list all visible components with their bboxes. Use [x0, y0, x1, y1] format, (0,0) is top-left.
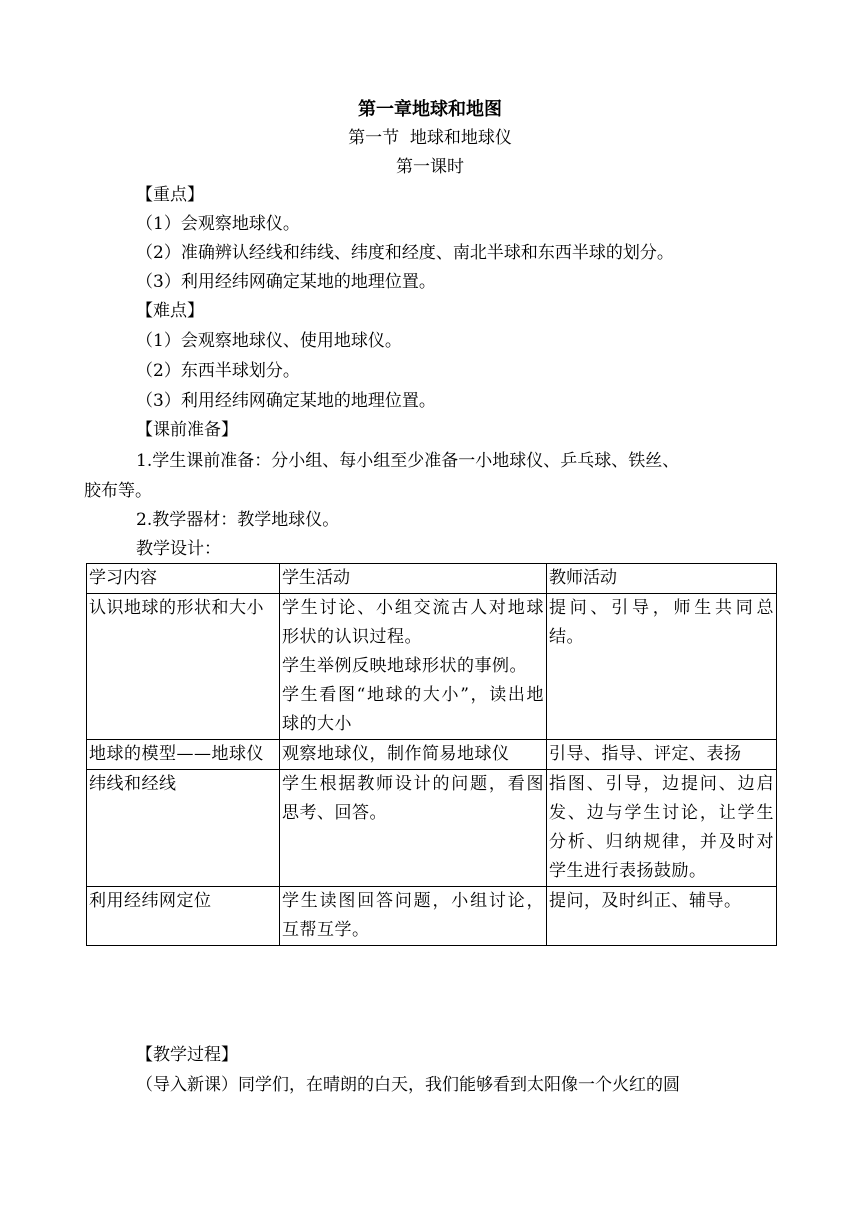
table-header-cell: 教师活动 [547, 564, 777, 594]
teacher-activity-cell: 引导、指导、评定、表扬 [547, 740, 777, 770]
table-row [87, 740, 777, 770]
difficulties-heading: 【难点】 [136, 301, 204, 321]
key-point-item: （2）准确辨认经线和纬线、纬度和经度、南北半球和东西半球的划分。 [136, 243, 674, 263]
table-row [87, 594, 777, 740]
preparation-heading: 【课前准备】 [136, 420, 238, 440]
student-activity-cell [280, 740, 547, 770]
table-header-cell: 学生活动 [280, 564, 547, 594]
chapter-title: 第一章地球和地图 [358, 99, 502, 120]
lesson-design-table [86, 563, 777, 946]
teacher-activity-cell: 指图、引导，边提问、边启发、边与学生讨论，让学生分析、归纳规律，并及时对学生进行表扬鼓励。 [547, 770, 777, 887]
preparation-item-2: 2.教学器材：教学地球仪。 [136, 510, 340, 530]
process-heading: 【教学过程】 [136, 1045, 238, 1065]
teacher-activity-cell: 提问，及时纠正、辅导。 [547, 887, 777, 946]
design-label: 教学设计： [136, 539, 221, 559]
key-point-item: （3）利用经纬网确定某地的地理位置。 [136, 272, 436, 292]
student-activity-text: 学生读图回答问题，小组讨论，互帮互学。 [282, 891, 544, 940]
key-points-heading: 【重点】 [136, 185, 204, 205]
difficulty-item: （2）东西半球划分。 [136, 361, 300, 381]
student-activity-cell [280, 887, 547, 946]
student-activity-text: 学生根据教师设计的问题，看图思考、回答。 [282, 774, 544, 823]
process-intro: （导入新课）同学们，在晴朗的白天，我们能够看到太阳像一个火红的圆 [136, 1075, 680, 1095]
table-row [87, 770, 777, 887]
title-block [0, 96, 860, 182]
preparation-item-1: 1.学生课前准备：分小组、每小组至少准备一小地球仪、乒乓球、铁丝、 [136, 451, 680, 471]
content-cell: 纬线和经线 [87, 770, 280, 887]
table-header-row [87, 564, 777, 594]
content-cell: 认识地球的形状和大小 [87, 594, 280, 740]
lesson-label: 第一课时 [396, 157, 464, 177]
preparation-item-1-cont: 胶布等。 [84, 481, 152, 501]
student-activity-text: 学生讨论、小组交流古人对地球形状的认识过程。 [282, 598, 544, 647]
section-title: 第一节 地球和地球仪 [348, 128, 512, 148]
content-cell: 地球的模型——地球仪 [87, 740, 280, 770]
difficulty-item: （3）利用经纬网确定某地的地理位置。 [136, 391, 436, 411]
student-activity-cell [280, 770, 547, 887]
table-row [87, 887, 777, 946]
key-point-item: （1）会观察地球仪。 [136, 214, 300, 234]
content-cell: 利用经纬网定位 [87, 887, 280, 946]
difficulty-item: （1）会观察地球仪、使用地球仪。 [136, 331, 402, 351]
student-activity-cell [280, 594, 547, 740]
student-activity-text: 学生举例反映地球形状的事例。 [282, 656, 527, 676]
table-header-cell: 学习内容 [87, 564, 280, 594]
student-activity-text: 学生看图“地球的大小”，读出地球的大小 [282, 685, 544, 734]
teacher-activity-cell: 提问、引导，师生共同总结。 [547, 594, 777, 740]
student-activity-text: 观察地球仪，制作简易地球仪 [282, 744, 510, 764]
